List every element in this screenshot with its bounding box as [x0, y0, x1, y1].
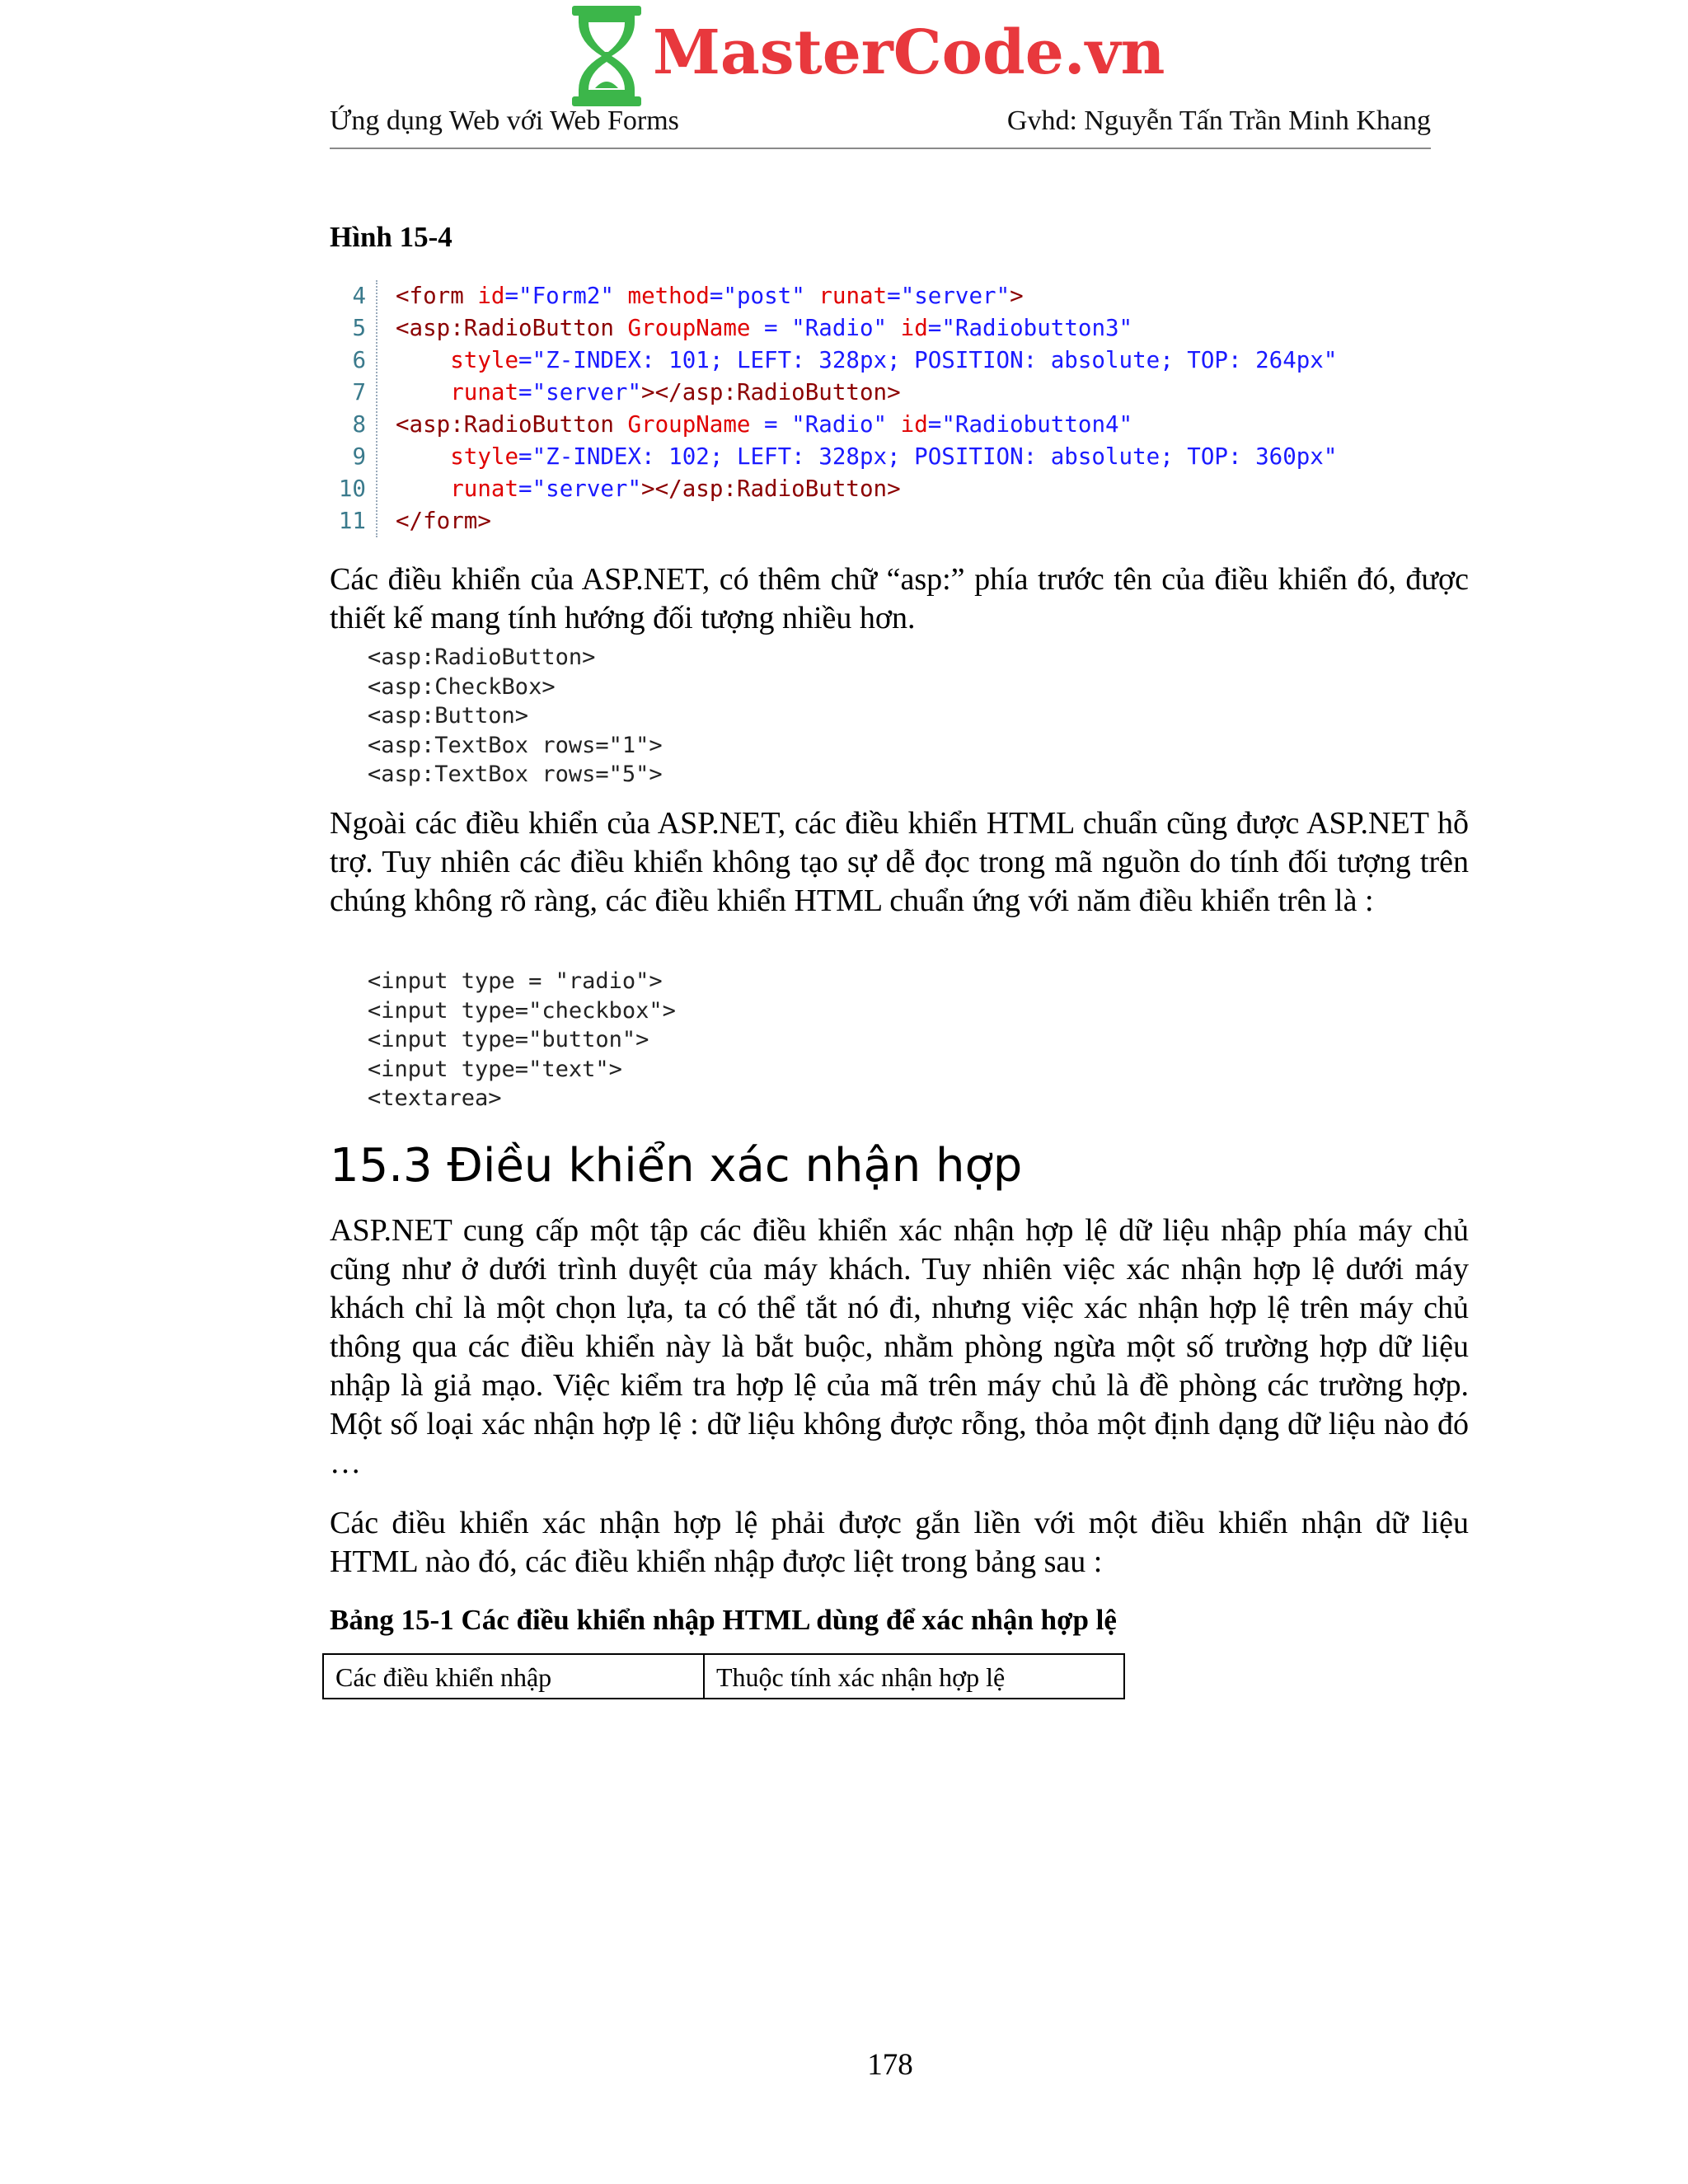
- code-text: runat="server"></asp:RadioButton>: [450, 379, 901, 405]
- paragraph-asp-controls: Các điều khiển của ASP.NET, có thêm chữ “asp:” phía trước tên của điều khiển đó, được thiết kế mang tính hướng đối tượng nhiều hơn.: [330, 562, 1469, 635]
- line-number: 9: [352, 443, 366, 470]
- section-heading: 15.3 Điều khiển xác nhận hợp: [330, 1139, 1023, 1193]
- code-text: <asp:RadioButton GroupName = "Radio" id="Radiobutton4": [396, 411, 1133, 438]
- line-number: 4: [352, 283, 366, 309]
- line-number: 7: [352, 379, 366, 405]
- figure-caption: Hình 15-4: [330, 221, 452, 253]
- code-line: [338, 280, 1442, 312]
- html-control-item: <input type="checkbox">: [368, 997, 676, 1024]
- code-line: [338, 312, 1442, 344]
- asp-control-item: <asp:Button>: [368, 703, 529, 729]
- page-number: 178: [867, 2048, 913, 2082]
- table-header-row: [323, 1654, 1124, 1699]
- header-course-title: Ứng dụng Web với Web Forms: [330, 105, 679, 136]
- html-control-item: <textarea>: [368, 1085, 502, 1111]
- asp-control-item: <asp:TextBox rows="5">: [368, 762, 663, 787]
- running-header: [330, 105, 1431, 147]
- code-listing: [338, 280, 1442, 537]
- code-line: [338, 344, 1442, 377]
- logo-text: MasterCode.vn: [653, 16, 1165, 88]
- asp-controls-list: [368, 643, 663, 790]
- asp-control-item: <asp:RadioButton>: [368, 644, 596, 670]
- html-controls-list: [368, 967, 676, 1113]
- table-header-input-controls: Các điều khiển nhập: [323, 1654, 704, 1699]
- input-controls-table: [322, 1653, 1125, 1699]
- logo: [565, 0, 1165, 111]
- code-line: [338, 505, 1442, 537]
- paragraph-validation-binding: Các điều khiển xác nhận hợp lệ phải được gắn liền với một điều khiển nhận dữ liệu HTML nào đó, các điều khiển nhập được liệt trong bảng sau :: [330, 1506, 1469, 1579]
- header-divider: [330, 148, 1431, 149]
- header-instructor: Gvhd: Nguyễn Tấn Trần Minh Khang: [1006, 105, 1431, 136]
- html-control-item: <input type="button">: [368, 1027, 649, 1052]
- line-number: 8: [352, 411, 366, 438]
- code-text: runat="server"></asp:RadioButton>: [450, 476, 901, 502]
- code-text: style="Z-INDEX: 101; LEFT: 328px; POSITION: absolute; TOP: 264px": [450, 347, 1338, 373]
- asp-control-item: <asp:CheckBox>: [368, 673, 556, 700]
- hourglass-icon: [565, 2, 648, 110]
- table-header-validation-property: Thuộc tính xác nhận hợp lệ: [704, 1654, 1124, 1699]
- paragraph-validation-intro: ASP.NET cung cấp một tập các điều khiển xác nhận hợp lệ dữ liệu nhập phía máy chủ cũng như ở dưới trình duyệt của máy khách. Tuy nhiên việc xác nhận hợp lệ dưới máy khách chỉ là một chọn lựa, ta có thể tắt nó đi, nhưng việc xác nhận hợp lệ trên máy chủ thông qua các điều khiển này là bắt buộc, nhằm phòng ngừa một số trường hợp dữ liệu nhập là giả mạo. Việc kiểm tra hợp lệ của mã trên máy chủ là đề phòng các trường hợp. Một số loại xác nhận hợp lệ : dữ liệu không được rỗng, thỏa một định dạng dữ liệu nào đó …: [330, 1213, 1469, 1480]
- paragraph-html-controls: Ngoài các điều khiển của ASP.NET, các điều khiển HTML chuẩn cũng được ASP.NET hỗ trợ. Tuy nhiên các điều khiển không tạo sự dễ đọc trong mã nguồn do tính đối tượng trên chúng không rõ ràng, các điều khiển HTML chuẩn ứng với năm điều khiển trên là :: [330, 806, 1469, 918]
- html-control-item: <input type="text">: [368, 1056, 622, 1082]
- html-control-item: <input type = "radio">: [368, 968, 663, 994]
- line-number: 10: [338, 476, 366, 502]
- line-number: 11: [338, 508, 366, 534]
- line-number: 5: [352, 315, 366, 341]
- code-line: [338, 441, 1442, 473]
- code-text: <form id="Form2" method="post" runat="server">: [396, 283, 1024, 309]
- code-line: [338, 473, 1442, 505]
- asp-control-item: <asp:TextBox rows="1">: [368, 732, 663, 758]
- line-number: 6: [352, 347, 366, 373]
- code-line: [338, 409, 1442, 441]
- code-text: </form>: [396, 508, 491, 534]
- code-text: style="Z-INDEX: 102; LEFT: 328px; POSITION: absolute; TOP: 360px": [450, 443, 1338, 470]
- code-text: <asp:RadioButton GroupName = "Radio" id="Radiobutton3": [396, 315, 1133, 341]
- code-line: [338, 377, 1442, 409]
- table-caption: Bảng 15-1 Các điều khiển nhập HTML dùng để xác nhận hợp lệ: [330, 1604, 1117, 1636]
